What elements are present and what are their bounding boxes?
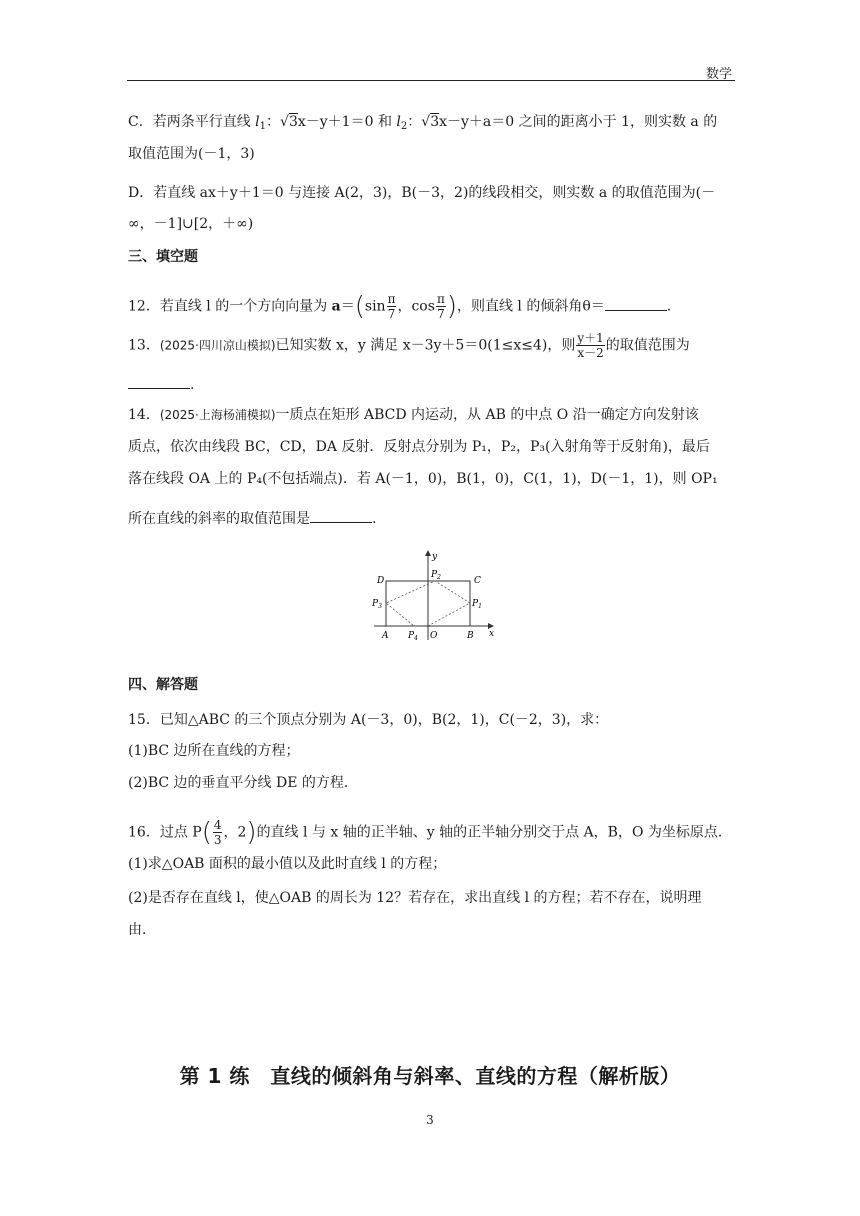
fraction-numerator: π xyxy=(387,292,396,306)
label-p2: $P_2$ xyxy=(431,570,441,581)
question-16-part2: (2)是否存在直线 l，使△OAB 的周长为 12？若存在，求出直线 l 的方程；若不存在，说明理 xyxy=(128,890,702,906)
page-number: 3 xyxy=(426,1113,434,1127)
question-14-line2: 质点，依次由线段 BC，CD，DA 反射．反射点分别为 P₁，P₂，P₃(入射角等于反射角)，最后 xyxy=(128,439,710,455)
fraction-4-3 xyxy=(213,818,223,847)
q14-number: 14． xyxy=(128,407,160,423)
label-c: C xyxy=(474,576,481,586)
label-p3: $P_3$ xyxy=(372,599,382,610)
vector-a: a xyxy=(331,298,341,315)
fraction-pi-7 xyxy=(436,292,446,321)
question-15-line1: 15．已知△ABC 的三个顶点分别为 A(－3，0)，B(2，1)，C(－2，3)，求： xyxy=(128,712,609,728)
q14-text: 所在直线的斜率的取值范围是 xyxy=(128,511,310,527)
fraction-denominator: x－2 xyxy=(577,346,604,360)
q13-text: 已知实数 x，y 满足 x－3y＋5＝0(1≤x≤4)，则 xyxy=(275,337,576,354)
option-c-line1: C．若两条平行直线 $l_1$：√3x－y＋1＝0 和 $l_2$：√3x－y＋a＝0 之间的距离小于 1，则实数 a 的 xyxy=(128,114,718,132)
l1-symbol: l xyxy=(255,114,260,130)
period: . xyxy=(372,511,377,527)
label-b: B xyxy=(467,631,474,641)
fraction-numerator: y＋1 xyxy=(577,331,604,345)
q16-text: 的直线 l 与 x 轴的正半轴、y 轴的正半轴分别交于点 A，B，O 为坐标原点． xyxy=(256,824,732,841)
q14-text: 一质点在矩形 ABCD 内运动，从 AB 的中点 O 沿一确定方向发射该 xyxy=(275,407,699,423)
page-header-subject: 数学 xyxy=(705,67,732,82)
l1-subscript: 1 xyxy=(259,121,267,132)
line-equation-1: x－y＋1＝0 和 xyxy=(297,114,397,130)
left-paren: ( xyxy=(201,817,212,848)
answer-blank[interactable] xyxy=(310,508,372,523)
rectangle-reflection-figure xyxy=(370,550,500,642)
question-16-line1 xyxy=(128,818,732,847)
header-rule xyxy=(127,80,735,81)
l2-subscript: 2 xyxy=(400,121,408,132)
colon: ： xyxy=(266,114,281,130)
colon: ： xyxy=(407,114,422,130)
period: . xyxy=(666,298,672,315)
left-paren: ( xyxy=(354,291,365,322)
q12-suffix: ，则直线 l 的倾斜角θ＝ xyxy=(456,298,605,315)
label-y: y xyxy=(432,552,438,562)
period: . xyxy=(190,377,195,393)
fraction-denominator: 3 xyxy=(213,833,222,847)
label-d: D xyxy=(377,576,385,586)
comma: ， xyxy=(397,298,412,315)
sin-label: sin xyxy=(364,298,386,315)
q14-source: (2025·上海杨浦模拟) xyxy=(159,408,276,422)
option-d-line2: ∞，－1]∪[2，＋∞) xyxy=(128,216,254,232)
fraction-y-over-x xyxy=(576,331,604,360)
option-c-text: C．若两条平行直线 xyxy=(128,114,256,130)
question-13 xyxy=(128,331,690,360)
question-15-part1: (1)BC 边所在直线的方程； xyxy=(128,743,300,759)
question-14-line3: 落在线段 OA 上的 P₄(不包括端点)．若 A(－1，0)，B(1，0)，C(1，1)，D(－1，1)，则 OP₁ xyxy=(128,471,718,487)
question-14-line4 xyxy=(128,508,376,529)
question-15-part2: (2)BC 边的垂直平分线 DE 的方程． xyxy=(128,775,358,791)
label-a: A xyxy=(382,631,389,641)
line-equation-2: x－y＋a＝0 之间的距离小于 1，则实数 a 的 xyxy=(439,114,718,130)
fraction-pi-7 xyxy=(387,292,397,321)
option-c-line2: 取值范围为(－1，3) xyxy=(128,146,255,162)
question-16-part1: (1)求△OAB 面积的最小值以及此时直线 l 的方程； xyxy=(128,856,447,872)
equals: ＝ xyxy=(340,298,355,315)
section-title-fill-in: 三、填空题 xyxy=(128,249,198,265)
answer-blank[interactable] xyxy=(128,374,190,389)
question-13-answer-line xyxy=(128,374,194,395)
q13-source: (2025·四川凉山模拟) xyxy=(159,338,276,353)
sqrt-radicand: 3 xyxy=(430,114,440,130)
coordinate-y: ，2 xyxy=(223,824,247,841)
y-axis-arrow xyxy=(425,550,431,556)
label-x: x xyxy=(489,629,495,639)
right-paren: ) xyxy=(446,291,457,322)
fraction-numerator: 4 xyxy=(213,818,222,832)
label-o: O xyxy=(430,631,438,641)
label-p4: $P_4$ xyxy=(408,631,418,642)
label-p1: $P_1$ xyxy=(472,599,482,610)
question-12 xyxy=(128,292,671,321)
answer-blank[interactable] xyxy=(605,296,667,311)
q13-number: 13． xyxy=(128,337,160,354)
question-16-part2-cont: 由． xyxy=(128,922,156,938)
question-14-line1 xyxy=(128,405,699,425)
fraction-denominator: 7 xyxy=(387,307,396,321)
section-title-solutions: 四、解答题 xyxy=(128,677,198,693)
q12-prefix: 12．若直线 l 的一个方向向量为 xyxy=(128,298,332,315)
cos-label: cos xyxy=(411,298,435,315)
right-paren: ) xyxy=(246,817,257,848)
l2-symbol: l xyxy=(396,114,401,130)
option-d-line1: D．若直线 ax＋y＋1＝0 与连接 A(2，3)，B(－3，2)的线段相交，则实数 a 的取值范围为(－ xyxy=(128,185,716,201)
fraction-denominator: 7 xyxy=(437,307,445,321)
q16-prefix: 16．过点 P xyxy=(128,824,202,841)
sqrt-radicand: 3 xyxy=(288,114,298,130)
fraction-numerator: π xyxy=(436,292,445,306)
lesson-title: 第 1 练 直线的倾斜角与斜率、直线的方程（解析版） xyxy=(179,1064,681,1088)
q13-tail: 的取值范围为 xyxy=(605,337,690,354)
